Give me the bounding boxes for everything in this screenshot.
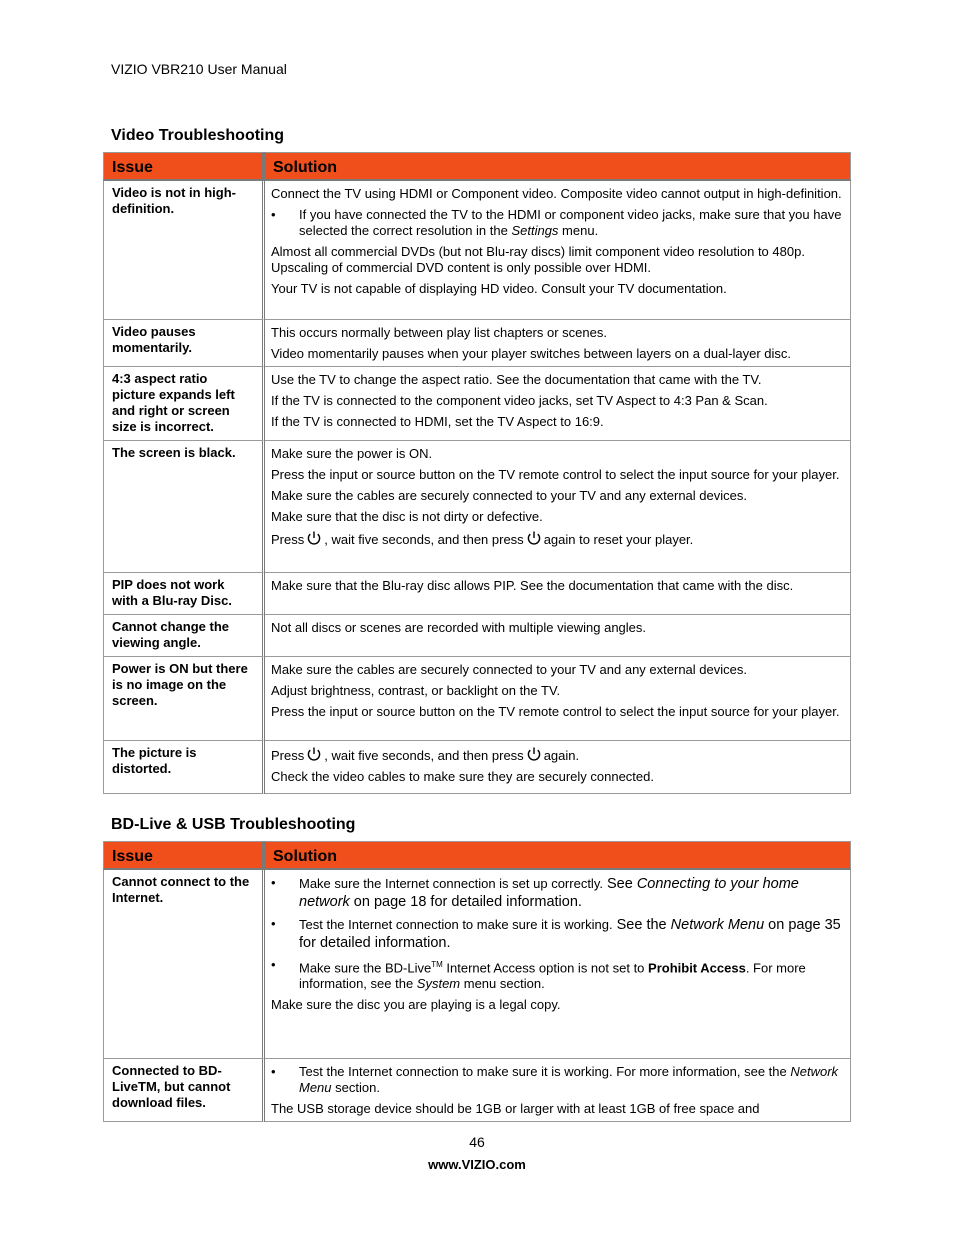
bullet-marker: • — [271, 1064, 276, 1079]
solution-cell — [265, 657, 851, 741]
power-icon — [526, 746, 542, 762]
issue-cell: Connected to BD-LiveTM, but cannot download files. — [103, 1059, 265, 1122]
bullet-item: • Test the Internet connection to make sure it is working. For more information, see the Network Menu section. — [271, 1064, 839, 1095]
solution-text: Make sure the disc you are playing is a legal copy. — [271, 997, 561, 1013]
table-header-row — [103, 152, 851, 181]
solution-cell — [265, 573, 851, 615]
table-row — [103, 1059, 851, 1122]
video-section-title: Video Troubleshooting — [111, 127, 285, 144]
solution-text: Make sure the cables are securely connected to your TV and any external devices. — [271, 662, 747, 677]
column-header-solution: Solution — [265, 841, 851, 870]
page-number: 46 — [469, 1134, 485, 1150]
issue-cell: PIP does not work with a Blu-ray Disc. — [103, 573, 265, 615]
power-icon — [306, 530, 322, 546]
power-icon — [306, 746, 322, 762]
solution-cell — [265, 615, 851, 657]
table-row — [103, 320, 851, 367]
solution-text: Use the TV to change the aspect ratio. See the documentation that came with the TV. — [271, 372, 762, 387]
bullet-marker: • — [271, 207, 276, 222]
solution-text: Not all discs or scenes are recorded with multiple viewing angles. — [271, 620, 647, 635]
solution-text: Make sure the cables are securely connected to your TV and any external devices. — [271, 488, 747, 503]
solution-cell — [265, 320, 851, 367]
solution-text: Press , wait five seconds, and then press again. — [271, 748, 580, 763]
bullet-marker: • — [271, 875, 276, 890]
bullet-marker: • — [271, 916, 276, 931]
solution-text: Make sure the power is ON. — [271, 446, 433, 461]
bullet-item: • Make sure the BD-Live™ Internet Access option is not set to Prohibit Access. For more information, see the System menu section. — [271, 957, 806, 992]
issue-cell: Video pauses momentarily. — [103, 320, 265, 367]
column-header-issue: Issue — [103, 152, 265, 181]
power-icon — [526, 530, 542, 546]
column-header-issue: Issue — [103, 841, 265, 870]
solution-text: Press the input or source button on the TV remote control to select the input source for your player. — [271, 467, 840, 482]
table-header-row — [103, 841, 851, 870]
bullet-item: • Test the Internet connection to make sure it is working. See the Network Menu on page 35 for detailed information. — [271, 916, 841, 951]
table-row — [103, 657, 851, 741]
issue-cell: The screen is black. — [103, 441, 265, 573]
table-row — [103, 181, 851, 320]
table-row — [103, 441, 851, 573]
solution-cell — [265, 870, 851, 1059]
solution-cell — [265, 741, 851, 794]
issue-cell: The picture is distorted. — [103, 741, 265, 794]
solution-cell — [265, 181, 851, 320]
table-row — [103, 367, 851, 441]
table-row — [103, 573, 851, 615]
table-row — [103, 741, 851, 794]
solution-text: Make sure that the disc is not dirty or defective. — [271, 509, 543, 524]
document-header: VIZIO VBR210 User Manual — [111, 61, 287, 77]
solution-text: This occurs normally between play list chapters or scenes. — [271, 325, 607, 340]
solution-text: If the TV is connected to the component video jacks, set TV Aspect to 4:3 Pan & Scan. — [271, 393, 768, 408]
solution-text: The USB storage device should be 1GB or larger with at least 1GB of free space and — [271, 1101, 760, 1116]
column-header-solution: Solution — [265, 152, 851, 181]
solution-cell — [265, 367, 851, 441]
solution-text: Check the video cables to make sure they are securely connected. — [271, 769, 654, 784]
issue-cell: Video is not in high-definition. — [103, 181, 265, 320]
bullet-item: • If you have connected the TV to the HDMI or component video jacks, make sure that you have selected the correct resolution in the Settings menu. — [271, 207, 842, 238]
solution-cell — [265, 441, 851, 573]
bullet-item: • Make sure the Internet connection is set up correctly. See Connecting to your home network on page 18 for detailed information. — [271, 875, 799, 910]
solution-text: Connect the TV using HDMI or Component video. Composite video cannot output in high-definition. — [271, 186, 842, 201]
table-row — [103, 870, 851, 1059]
solution-text: Press the input or source button on the TV remote control to select the input source for your player. — [271, 704, 840, 719]
bd-live-usb-troubleshooting-table — [103, 841, 851, 1122]
bullet-marker: • — [271, 957, 276, 972]
solution-text: Your TV is not capable of displaying HD video. Consult your TV documentation. — [271, 281, 727, 296]
solution-text: Almost all commercial DVDs (but not Blu-ray discs) limit component video resolution to 480p. Upscaling of commercial DVD content is only possible over HDMI. — [271, 244, 805, 275]
issue-cell: 4:3 aspect ratio picture expands left and right or screen size is incorrect. — [103, 367, 265, 441]
solution-text: Adjust brightness, contrast, or backlight on the TV. — [271, 683, 561, 698]
solution-text: Make sure that the Blu-ray disc allows PIP. See the documentation that came with the disc. — [271, 578, 794, 593]
footer-url: www.VIZIO.com — [428, 1157, 526, 1172]
solution-text: Video momentarily pauses when your player switches between layers on a dual-layer disc. — [271, 346, 792, 361]
video-troubleshooting-table — [103, 152, 851, 794]
solution-text: Press , wait five seconds, and then press again to reset your player. — [271, 532, 694, 547]
issue-cell: Cannot connect to the Internet. — [103, 870, 265, 1059]
issue-cell: Cannot change the viewing angle. — [103, 615, 265, 657]
bd-live-section-title: BD-Live & USB Troubleshooting — [111, 816, 356, 833]
solution-text: If the TV is connected to HDMI, set the TV Aspect to 16:9. — [271, 414, 604, 429]
issue-cell: Power is ON but there is no image on the screen. — [103, 657, 265, 741]
table-row — [103, 615, 851, 657]
solution-cell — [265, 1059, 851, 1122]
